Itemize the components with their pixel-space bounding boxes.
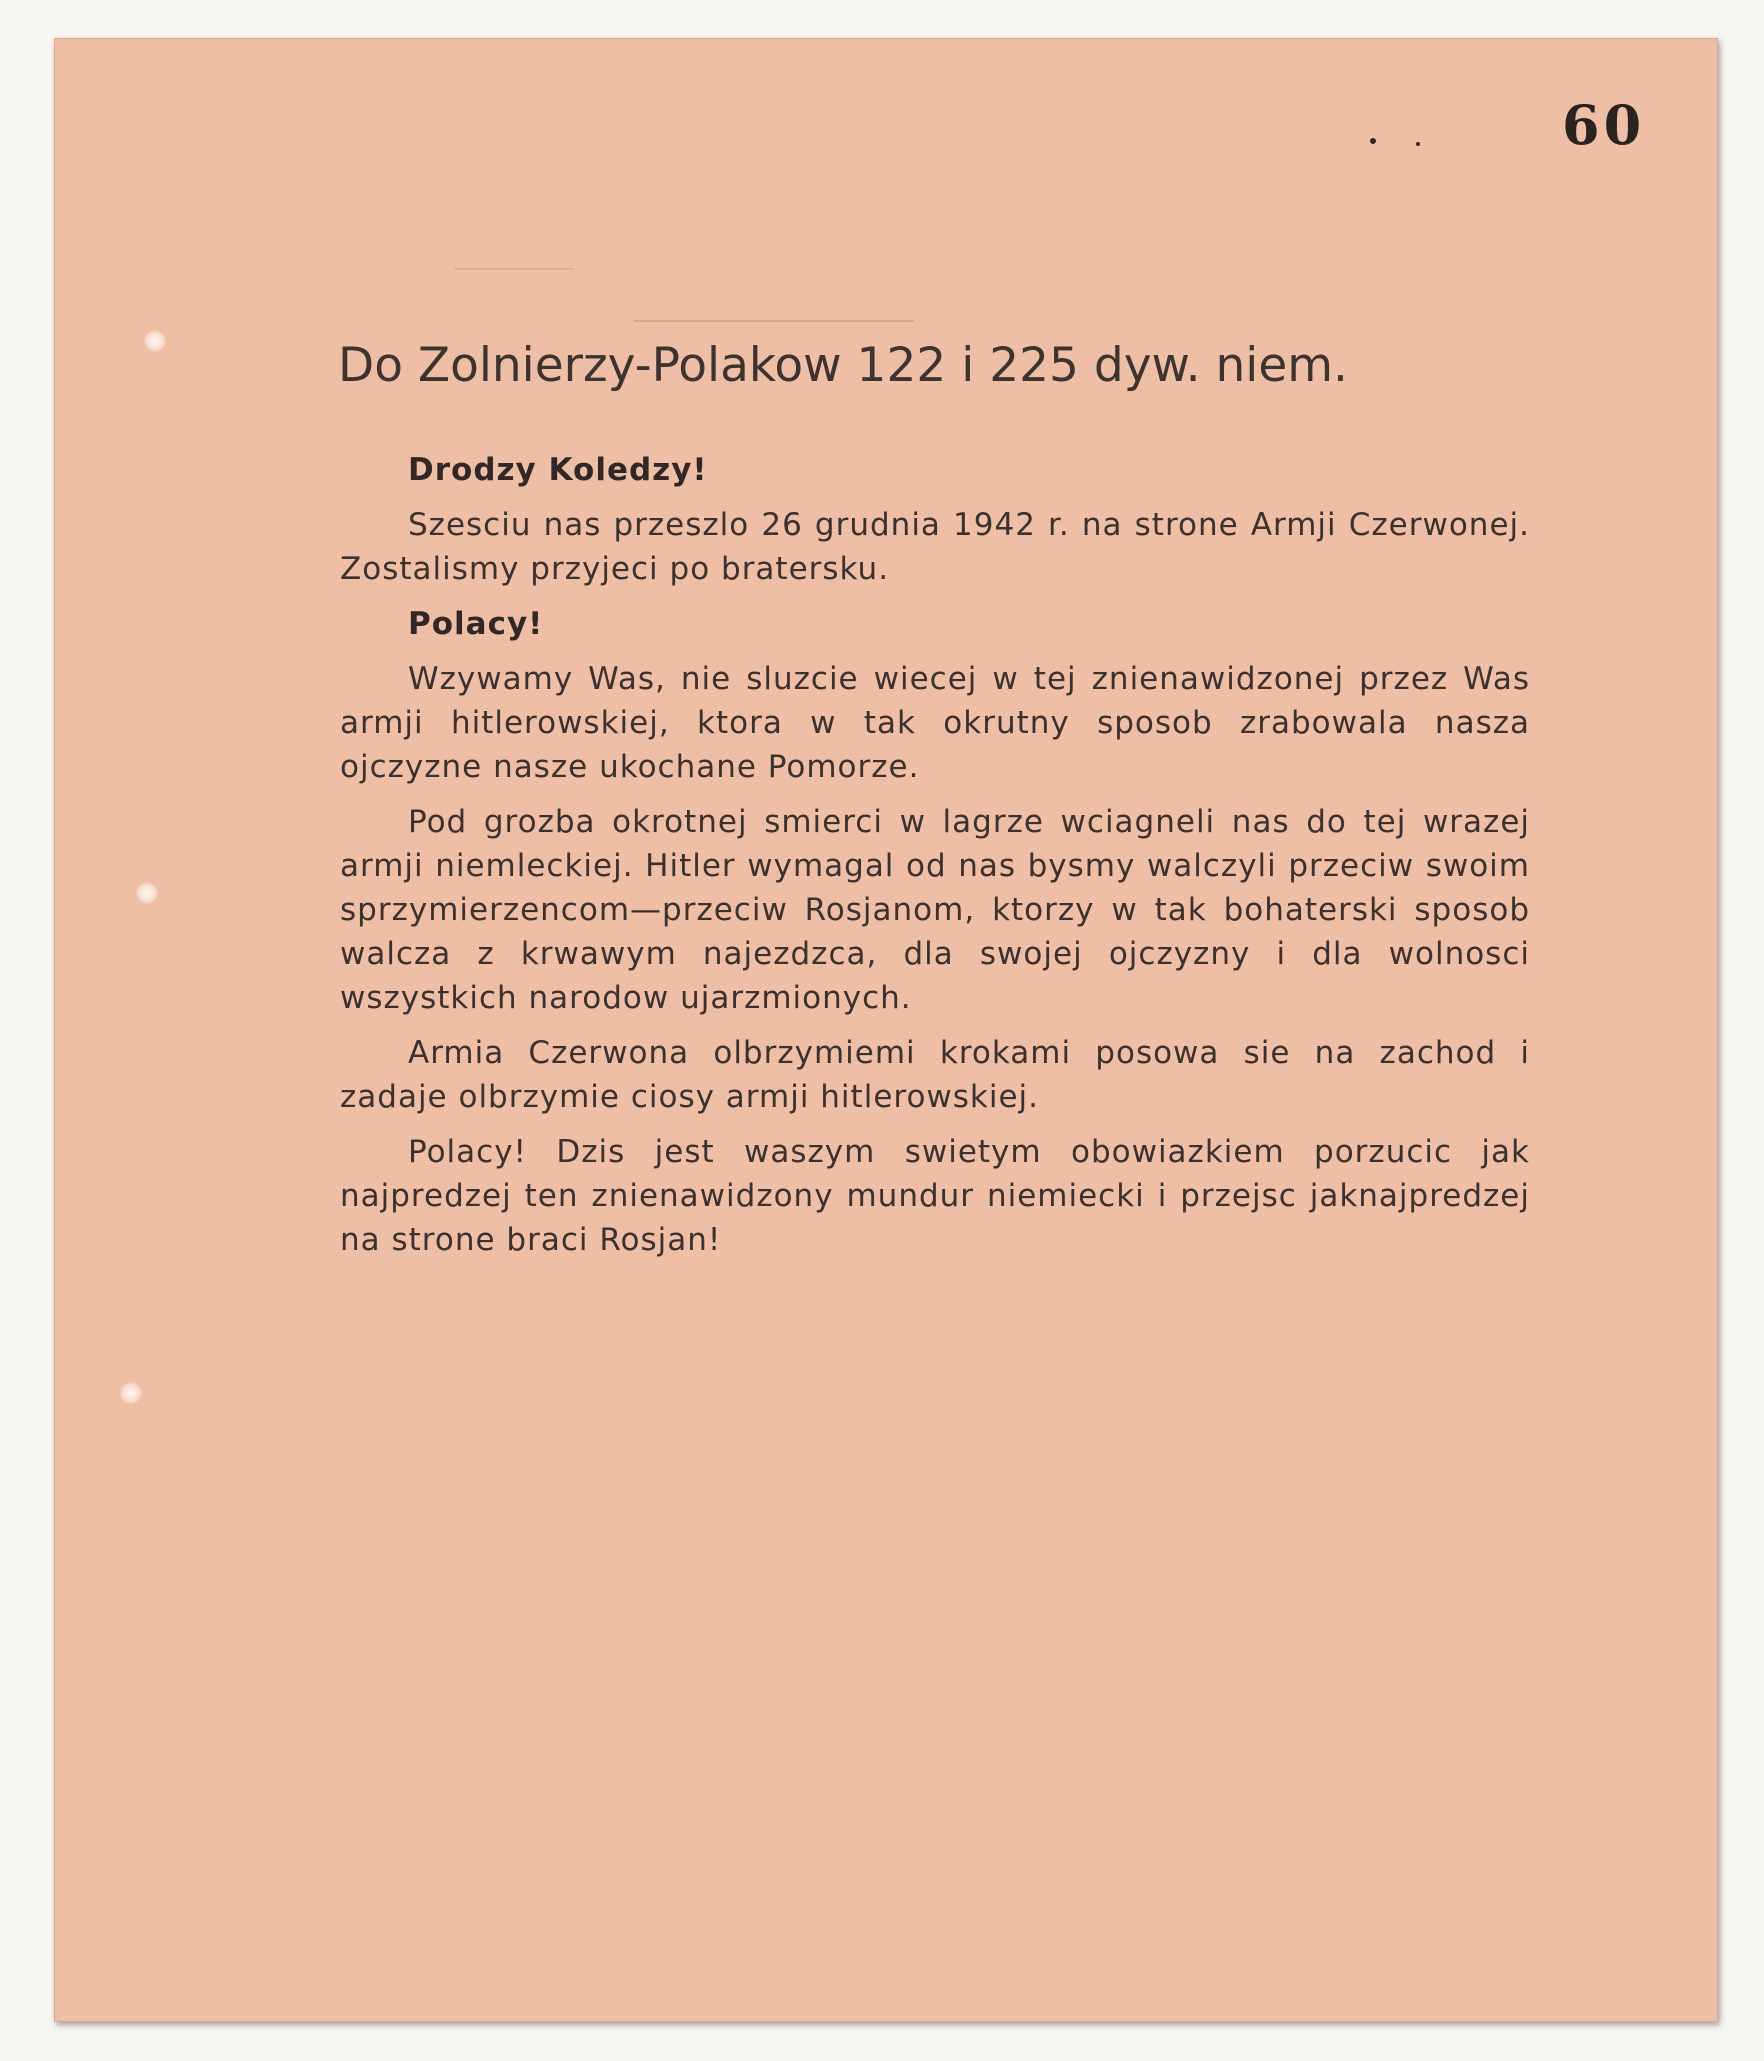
ink-speck [1416,142,1420,146]
exclamation: Polacy! [408,606,544,642]
paragraph: Szesciu nas przeszlo 26 grudnia 1942 r. na strone Armji Czerwonej. Zostalismy przyjeci po bratersku. [340,507,1530,587]
punch-hole-bottom [120,1382,142,1404]
greeting: Drodzy Koledzy! [408,452,708,488]
bleed-through-mark [634,320,914,322]
leaflet-title: Do Zolnierzy-Polakow 122 i 225 dyw. niem. [338,338,1348,393]
punch-hole-top [144,330,166,352]
leaflet-sheet [54,38,1718,2022]
closing-paragraph: Polacy! Dzis jest waszym swietym obowiazkiem porzucic jak najpredzej ten znienawidzony mundur niemiecki i przejsc jaknajpredzej na strone braci Rosjan! [340,1134,1530,1258]
paragraph: Armia Czerwona olbrzymiemi krokami posowa sie na zachod i zadaje olbrzymie ciosy armji hitlerowskiej. [340,1035,1530,1115]
bleed-through-mark [454,268,574,270]
paragraph: Wzywamy Was, nie sluzcie wiecej w tej znienawidzonej przez Was armji hitlerowskiej, ktora w tak okrutny sposob zrabowala nasza ojczyzne nasze ukochane Pomorze. [340,661,1530,785]
leaflet-body [340,448,1530,1273]
punch-hole-middle [136,882,158,904]
ink-speck [1370,138,1376,144]
paragraph: Pod grozba okrotnej smierci w lagrze wciagneli nas do tej wrazej armji niemleckiej. Hitler wymagal od nas bysmy walczyli przeciw swoim sprzymierzencom—przeciw Rosjanom, ktorzy w tak bohaterski sposob walcza z krwawym najezdzca, dla swojej ojczyzny i dla wolnosci wszystkich narodow ujarzmionych. [340,804,1530,1016]
page-number: 60 [1562,93,1646,157]
